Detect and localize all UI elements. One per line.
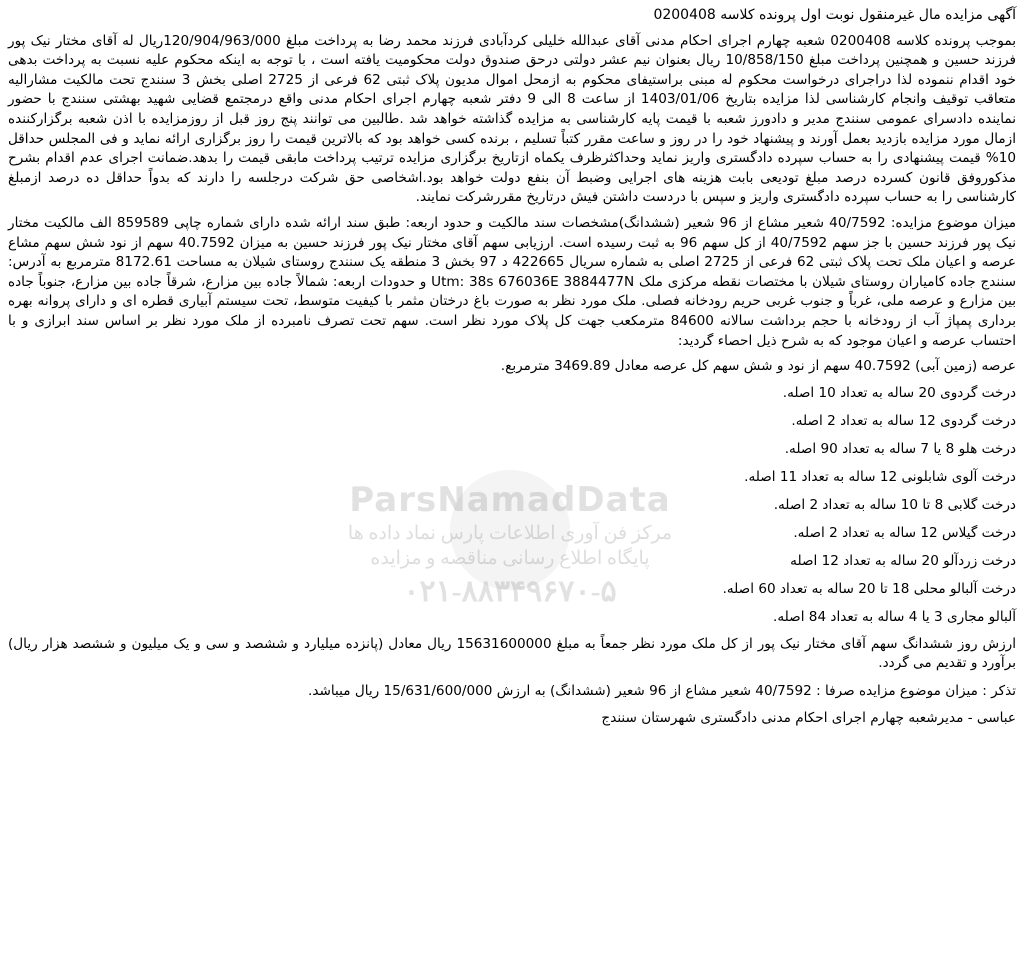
notice-title: آگهی مزایده مال غیرمنقول نوبت اول پرونده کلاسه 0200408 [653, 7, 1016, 23]
tree-item: درخت زردآلو 20 ساله به تعداد 12 اصله [790, 552, 1016, 569]
tree-item: درخت آلوی شابلونی 12 ساله به تعداد 11 اصله. [744, 468, 1016, 485]
signature-line: عباسی - مدیرشعبه چهارم اجرای احکام مدنی دادگستری شهرستان سنندج [601, 710, 1016, 727]
watermark-phone: ۰۲۱-۸۸۳۴۹۶۷۰-۵ [403, 575, 617, 608]
value-paragraph: ارزش روز ششدانگ سهم آقای مختار نیک پور از کل ملک مورد نظر جمعاً به مبلغ 15631600000 ریال معادل (پانزده میلیارد و ششصد و سی و یک میلیون و ششصد هزار ریال) برآورد و تقدیم می گردد. [8, 635, 1016, 672]
tree-item: درخت آلبالو محلی 18 تا 20 ساله به تعداد 60 اصله. [722, 580, 1016, 597]
note-line: تذکر : میزان موضوع مزایده صرفا : 40/7592 شعیر مشاع از 96 شعیر (ششدانگ) به ارزش 15/631/600/000 ریال میباشد. [308, 682, 1016, 699]
watermark-brand: ParsNamadData [349, 480, 671, 520]
tree-item: درخت گیلاس 12 ساله به تعداد 2 اصله. [793, 524, 1016, 541]
tree-item: درخت هلو 8 یا 7 ساله به تعداد 90 اصله. [784, 440, 1016, 457]
tree-item: درخت گلابی 8 تا 10 ساله به تعداد 2 اصله. [773, 496, 1016, 513]
tree-item: آلبالو مجاری 3 یا 4 ساله به تعداد 84 اصله. [773, 608, 1016, 625]
intro-paragraph: بموجب پرونده کلاسه 0200408 شعبه چهارم اجرای احکام مدنی آقای عبدالله خلیلی کردآبادی فرزند محمد رضا به پرداخت مبلغ 120/904/963/000ریال له آقای مختار نیک پور فرزند حسین و همچنین پرداخت مبلغ 10/858/150 ریال بعنوان نیم عشر دولتی درحق صندوق دولت محکومیت یافته است ، با توجه به اینکه محکوم علیه نسبت به پرداخت بدهی خود اقدام ننموده لذا دراجرای درخواست محکوم له مبنی براستیفای محکوم به ازمحل اموال مدیون پلاک ثبتی 62 فرعی از 2725 اصلی بخش 3 سنندج تحت مالکیت مشارالیه متعاقب توقیف وانجام کارشناسی لذا مزایده بتاریخ 1403/01/06 از ساعت 8 الی 9 دفتر شعبه چهارم اجرای احکام مدنی واقع درمجتمع قضایی شهید بهشتی سنندج با حضور نماینده دادسرای عمومی سنندج مدیر و دادورز شعبه با قیمت پایه کارشناسی به مزایده گذاشته خواهد شد .طالبین می توانند پنج روز قبل از روزمزایده با اذن شعبه برگزارکننده ازمال مورد مزایده بازدید بعمل آورند و پیشنهاد خود را در روز و ساعت مقرر کتباً تسلیم ، برنده کسی خواهد بود که بالاترین قیمت را روز برگزاری ارائه نماید و فی المجلس حداقل 10% قیمت پیشنهادی را به حساب سپرده دادگستری واریز نماید وحداکثرظرف یکماه ازتاریخ برگزاری مزایده ترتیب پرداخت مابقی قیمت را بدهد.ضمانت اجرای عدم اقدام بشرح مذکوروفق قانون کسرده درصد مبلغ تودیعی بابت هزینه های اجرایی وضبط آن بنفع دولت خواهد بود.اشخاصی حق شرکت درجلسه را دارند که بدواً حداقل ده درصد ازمبلغ کارشناسی را به حساب سپرده دادگستری واریز و سپس با دردست داشتن فیش درتاریخ مقررشرکت نمایند. [8, 32, 1017, 206]
watermark-line-1: مرکز فن آوری اطلاعات پارس نماد داده ها [347, 523, 673, 544]
tree-list [8, 379, 1016, 631]
tree-item: درخت گردوی 20 ساله به تعداد 10 اصله. [782, 384, 1016, 401]
subject-paragraph: میزان موضوع مزایده: 40/7592 شعیر مشاع از 96 شعیر (ششدانگ)مشخصات سند مالکیت و حدود اربعه: طبق سند ارائه شده دارای شماره چاپی 859589 الف مالکیت مختار نیک پور فرزند حسین با جز سهم 40/7592 از کل سهم 96 به ثبت رسیده است. ارزیابی سهم آقای مختار نیک پور فرزند حسین به میزان 40.7592 سهم از نود شش سهم مشاع عرصه و اعیان ملک تحت پلاک ثبتی 62 فرعی از 2725 اصلی به شماره سریال 422665 د 97 بخش 3 منطقه یک سنندج روستای شیلان به مساحت 8172.61 مترمربع به آدرس: سنندج جاده کامیاران روستای شیلان با مختصات نقطه مرکزی ملک Utm: 38s 676036E 3884477N و حدودات اربعه: شمالاً جاده بین مزارع، شرقاً جاده بین مزارع، جنوباً جاده بین مزارع و عرصه ملی، غرباً و جنوب غربی حریم رودخانه فصلی. ملک مورد نظر به صورت باغ درختان مثمر با کیفیت متوسط، تحت سیستم آبیاری قطره ای و دارای پروانه بهره برداری پمپاژ آب از رودخانه با حجم برداشت سالانه 84600 مترمکعب جهت کل پلاک مورد نظر است. سهم تحت تصرف نامبرده از ملک مورد نظر بر اساس سند ابرازی و با احتساب عرصه و اعیان موجود که به شرح ذیل احصاء گردید: [8, 214, 1017, 349]
tree-item: درخت گردوی 12 ساله به تعداد 2 اصله. [791, 412, 1016, 429]
arsa-line: عرصه (زمین آبی) 40.7592 سهم از نود و شش سهم کل عرصه معادل 3469.89 مترمربع. [500, 358, 1016, 375]
watermark-line-2: پایگاه اطلاع رسانی مناقصه و مزایده [370, 548, 650, 569]
